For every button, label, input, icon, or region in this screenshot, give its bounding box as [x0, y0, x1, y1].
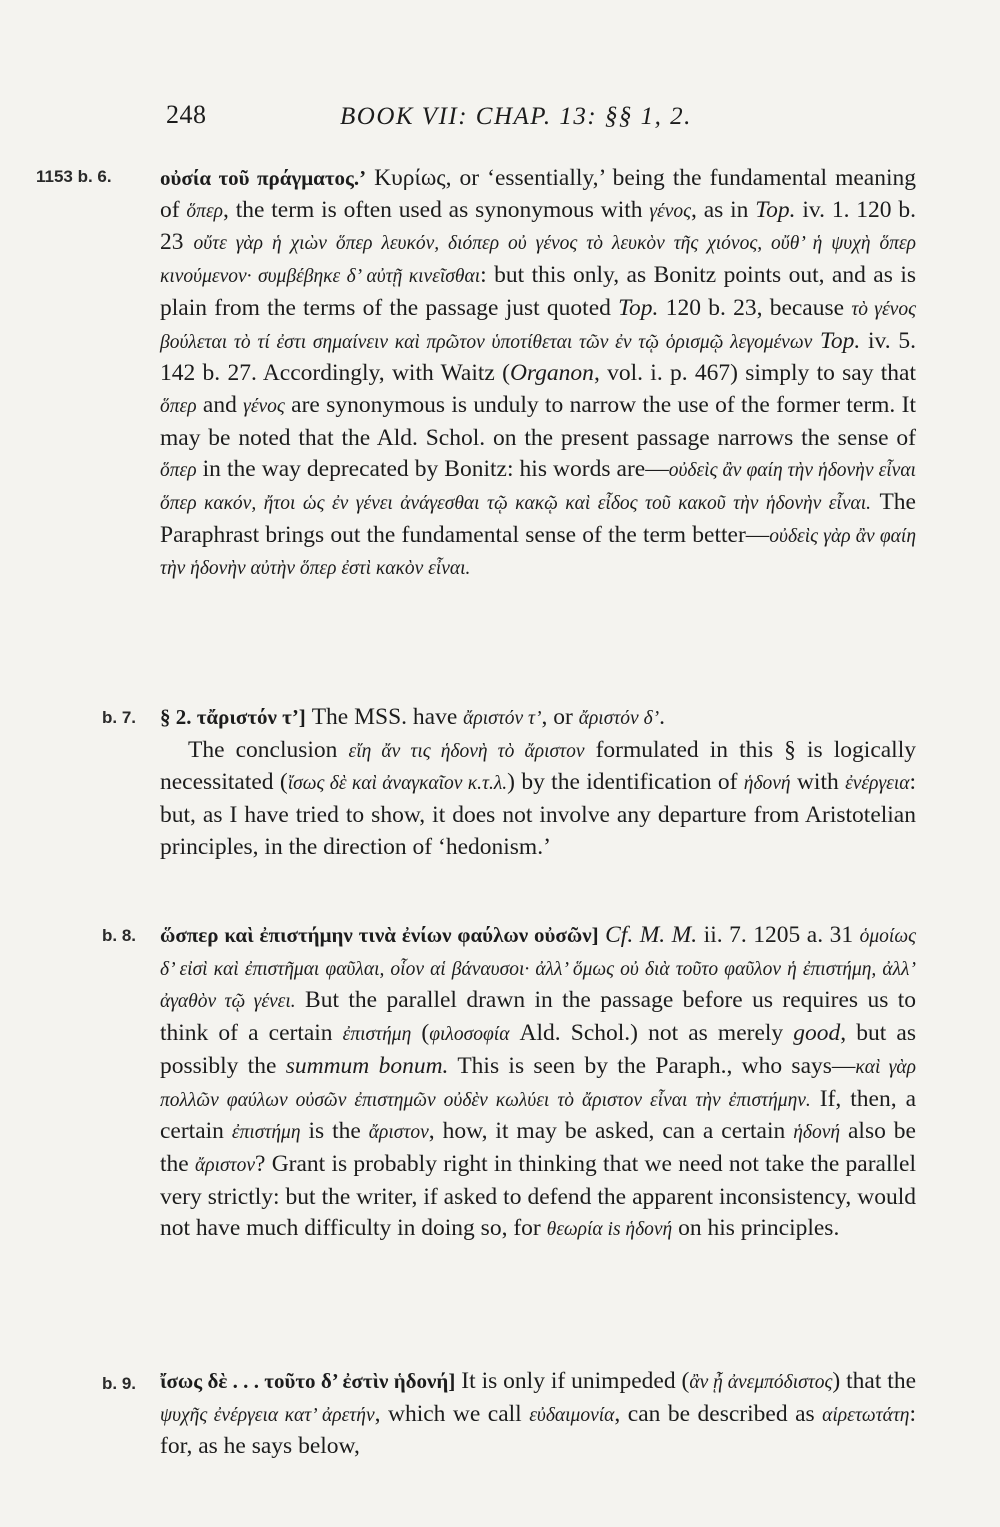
body-segment: ( — [411, 1020, 430, 1047]
line-reference: b. 7. — [102, 708, 137, 727]
greek-quotation: ὁμοίως δ’ εἰσὶ καὶ ἐπιστῆμαι φαῦλαι, οἷον αἱ βάναυσοι· ἀλλ’ ὅμως οὐ διὰ τοῦτο φαῦλον ἡ ἐπιστήμη, ἀλλ’ ἀγαθὸν τῷ γένει. — [160, 926, 917, 1013]
body-segment: 120 b. 23, because — [658, 294, 852, 321]
italic-text: summum bonum. — [285, 1052, 449, 1079]
greek-quotation: γένος — [649, 200, 692, 222]
body-segment: iv. 1. 120 b. 23 — [160, 196, 917, 256]
line-reference: b. 8. — [102, 926, 137, 945]
page-number: 248 — [166, 100, 207, 129]
greek-quotation: ἐπιστήμη — [231, 1122, 301, 1144]
greek-quotation: ἄριστον — [368, 1122, 429, 1144]
body-segment: , as in — [691, 196, 756, 223]
body-segment: also be the — [160, 1118, 916, 1177]
greek-quotation: ἴσως δὲ καὶ ἀναγκαῖον κ.τ.λ. — [287, 773, 508, 795]
body-segment: , the term is often used as synonymous with — [222, 196, 650, 223]
greek-quotation: θεωρία is ἡδονή — [546, 1219, 673, 1241]
greek-quotation: εὐδαιμονία — [529, 1404, 615, 1426]
body-segment: , vol. i. p. 467) simply to say that — [593, 360, 916, 387]
body-segment: The Paraphrast brings out the fundamental sense of the term better— — [160, 489, 916, 548]
greek-quotation: ἄριστόν τ’ — [463, 708, 542, 729]
italic-text: Top. — [755, 196, 796, 223]
italic-text: Top. — [618, 294, 659, 321]
body-segment: , but as possibly the — [160, 1020, 916, 1079]
body-segment: is the — [300, 1118, 369, 1145]
italic-text: Cf. M. M. — [605, 922, 698, 948]
body-segment: ) that the — [832, 1368, 916, 1394]
body-segment: formulated in this § is logically necessitated ( — [160, 736, 916, 796]
italic-text: Organon — [509, 360, 594, 387]
greek-quotation: εἴη ἄν τις ἡδονὴ τὸ ἄριστον — [348, 740, 585, 762]
note-text — [160, 1366, 916, 1463]
body-segment: This is seen by the Paraph., who says— — [448, 1052, 856, 1079]
lemma: § 2. τἄριστόν τ’] — [160, 705, 306, 729]
note-text — [160, 702, 916, 864]
body-segment: iv. 5. 142 b. 27. Accordingly, with Waitz ( — [160, 327, 916, 387]
note-text — [160, 163, 916, 585]
body-segment: Κυρίως, or ‘essentially,’ being the fundamental meaning of — [160, 165, 916, 223]
line-reference: b. 9. — [102, 1374, 137, 1393]
greek-quotation: ἡδονή — [743, 773, 791, 795]
body-segment: If, then, a certain — [160, 1085, 916, 1145]
body-segment: ii. 7. 1205 a. 31 — [697, 922, 860, 948]
italic-text: Top. — [819, 327, 861, 354]
body-segment: , or — [541, 704, 579, 730]
body-segment: , how, it may be asked, can a certain — [428, 1118, 794, 1145]
greek-quotation: ἐνέργεια — [845, 773, 910, 795]
body-segment: : but this only, as Bonitz points out, and as is plain from the terms of the passage just quoted — [160, 262, 916, 321]
note-text — [160, 920, 916, 1246]
body-segment: But the parallel drawn in the passage before us requires us to think of a certain — [160, 987, 917, 1047]
greek-quotation: οὐδεὶς ἂν φαίη τὴν ἡδονὴν εἶναι ὅπερ κακόν, ἤτοι ὡς ἐν γένει ἀνάγεσθαι τῷ κακῷ καὶ εἶδος τοῦ κακοῦ τὴν ἡδονὴν εἶναι. — [160, 460, 916, 515]
greek-quotation: καὶ γὰρ πολλῶν φαύλων οὐσῶν ἐπιστημῶν οὐδὲν κωλύει τὸ ἄριστον εἶναι τὴν ἐπιστήμην. — [160, 1056, 917, 1111]
lemma: ἴσως δὲ . . . τοῦτο δ’ ἐστὶν ἡδονή] — [160, 1369, 456, 1393]
body-segment: . — [659, 704, 666, 730]
italic-text: good — [793, 1020, 841, 1047]
running-head — [0, 0, 1000, 150]
lemma: οὐσία τοῦ πράγματος.’ — [160, 166, 367, 190]
body-segment: on his principles. — [672, 1215, 840, 1242]
body-segment: ) by the identification of — [507, 769, 744, 796]
body-segment: are synonymous is unduly to narrow the use of the former term. It may be noted that the Ald. Schol. on the present passage narrows the sense of — [160, 391, 916, 451]
body-segment: The conclusion — [188, 736, 349, 763]
chapter-title: BOOK VII: CHAP. 13: §§ 1, 2. — [340, 103, 692, 130]
body-segment: and — [196, 391, 244, 418]
greek-quotation: ὅπερ — [160, 460, 197, 482]
line-reference: 1153 b. 6. — [36, 167, 112, 186]
greek-quotation: ἄριστον — [194, 1154, 255, 1176]
greek-quotation: αἱρετωτάτη — [822, 1404, 910, 1426]
body-segment: ? Grant is probably right in thinking that we need not take the parallel very strictly: but the writer, if asked to defend the apparent inconsistency, would not have much difficulty in doing so, for — [160, 1150, 916, 1242]
greek-quotation: ὅπερ — [160, 395, 197, 417]
greek-quotation: φιλοσοφία — [429, 1024, 510, 1046]
greek-quotation: ψυχῆς ἐνέργεια κατ’ ἀρετήν — [160, 1404, 375, 1426]
body-segment: : for, as he says below, — [160, 1400, 916, 1460]
body-segment: , can be described as — [614, 1400, 823, 1427]
body-segment — [812, 328, 820, 354]
body-segment: The MSS. have — [311, 704, 464, 730]
greek-quotation: οὔτε γὰρ ἡ χιὼν ὅπερ λευκόν, διόπερ οὐ γένος τὸ λευκὸν τῆς χιόνος, οὔθ’ ἡ ψυχὴ ὅπερ κινούμενον· συμβέβηκε δ’ αὐτῇ κινεῖσθαι — [160, 233, 917, 288]
greek-quotation: ἄριστόν δ’ — [578, 708, 660, 729]
body-segment: It is only if unimpeded ( — [461, 1368, 690, 1394]
body-segment: : but, as I have tried to show, it does not involve any departure from Aristotelian principles, in the direction of ‘hedonism.’ — [160, 769, 917, 860]
body-segment: Ald. Schol.) not as merely — [509, 1020, 794, 1047]
greek-quotation: οὐδεὶς γὰρ ἂν φαίη τὴν ἡδονὴν αὐτὴν ὅπερ ἐστὶ κακὸν εἶναι. — [160, 525, 916, 580]
greek-quotation: ὅπερ — [186, 200, 223, 222]
greek-quotation: ἡδονή — [793, 1122, 841, 1144]
body-segment: in the way deprecated by Bonitz: his words are— — [196, 456, 669, 483]
greek-quotation: ἐπιστήμη — [342, 1024, 412, 1046]
body-segment: with — [790, 769, 846, 796]
greek-quotation: γένος — [243, 395, 285, 417]
lemma: ὥσπερ καὶ ἐπιστήμην τινὰ ἐνίων φαύλων οὐσῶν] — [160, 923, 599, 947]
greek-quotation: ἂν ᾖ ἀνεμπόδιστος — [689, 1372, 833, 1393]
greek-quotation: τὸ γένος βούλεται τὸ τί ἐστι σημαίνειν καὶ πρῶτον ὑποτίθεται τῶν ἐν τῷ ὁρισμῷ λεγομένων — [160, 298, 916, 353]
body-segment: , which we call — [374, 1400, 530, 1427]
note-paragraph — [160, 735, 916, 864]
